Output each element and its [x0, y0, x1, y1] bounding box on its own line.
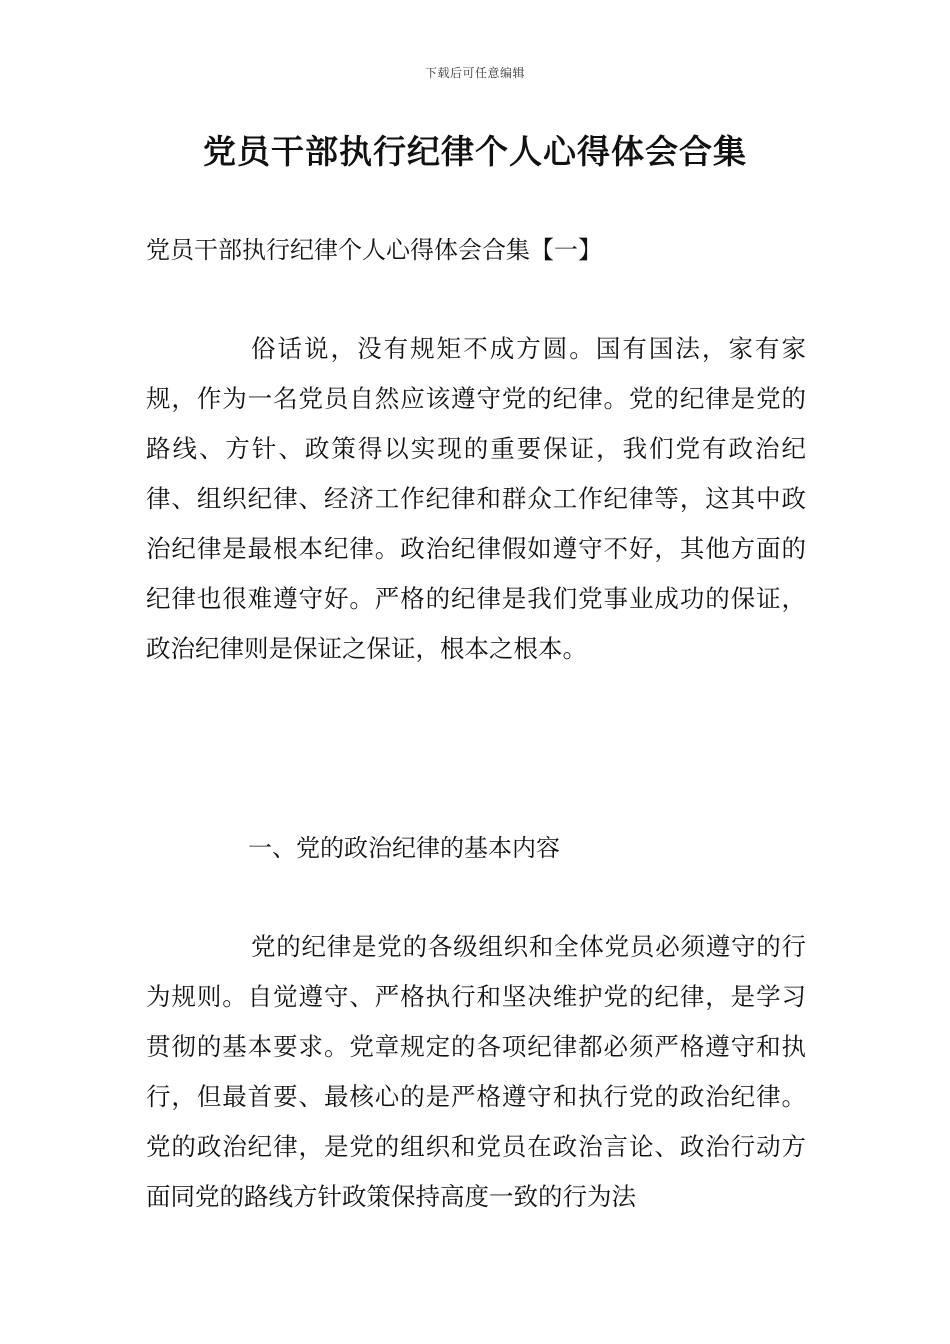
paragraph-intro: 俗话说，没有规矩不成方圆。国有国法，家有家规，作为一名党员自然应该遵守党的纪律。党的纪律是党的路线、方针、政策得以实现的重要保证，我们党有政治纪律、组织纪律、经济工作纪律和群众工作纪律等，这其中政治纪律是最根本纪律。政治纪律假如遵守不好，其他方面的纪律也很难遵守好。严格的纪律是我们党事业成功的保证，政治纪律则是保证之保证，根本之根本。: [146, 334, 806, 663]
document-title: 党员干部执行纪律个人心得体会合集: [203, 132, 747, 171]
header-note: 下载后可任意编辑: [424, 66, 525, 80]
paragraph-discipline-content: 党的纪律是党的各级组织和全体党员必须遵守的行为规则。自觉遵守、严格执行和坚决维护党的纪律，是学习贯彻的基本要求。党章规定的各项纪律都必须严格遵守和执行，但最首要、最核心的是严格遵守和执行党的政治纪律。党的政治纪律，是党的组织和党员在政治言论、政治行动方面同党的路线方针政策保持高度一致的行为法: [146, 932, 806, 1211]
section-title: 党员干部执行纪律个人心得体会合集【一】: [146, 236, 602, 264]
subheading-political-discipline: 一、党的政治纪律的基本内容: [248, 834, 560, 862]
